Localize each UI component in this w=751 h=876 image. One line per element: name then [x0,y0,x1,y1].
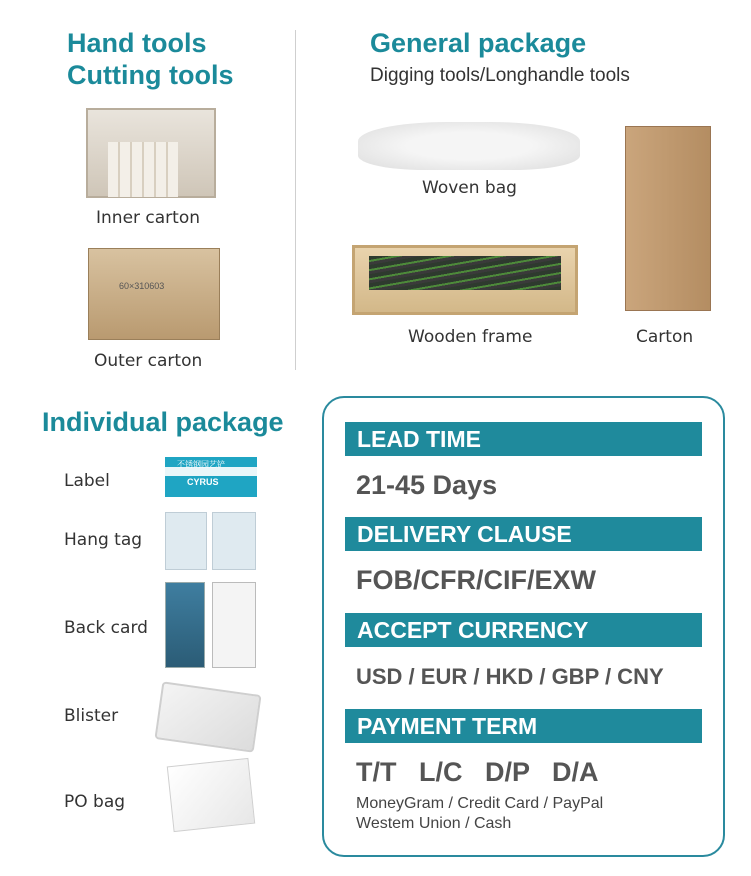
back-card-photo-1 [165,582,205,668]
wooden-frame-caption: Wooden frame [408,327,533,347]
back-card-photo-2 [212,582,256,668]
outer-carton-photo [88,248,220,340]
blister-photo [154,681,261,752]
general-package-subtitle: Digging tools/Longhandle tools [370,65,630,86]
inner-carton-caption: Inner carton [96,208,201,228]
po-bag-caption: PO bag [64,792,126,812]
inner-carton-photo [86,108,216,198]
delivery-clause-value: FOB/CFR/CIF/EXW [356,565,596,595]
back-card-caption: Back card [64,618,148,638]
label-card-photo [165,457,257,497]
tall-carton-photo [625,126,711,311]
label-card-brand: CYRUS [187,477,219,487]
label-card-text: 不锈钢园艺铲 [177,460,225,469]
lead-time-value: 21-45 Days [356,470,498,500]
carton-caption: Carton [636,327,694,347]
payment-term-header: PAYMENT TERM [345,709,702,743]
blister-caption: Blister [64,706,119,726]
accept-currency-value: USD / EUR / HKD / GBP / CNY [356,664,664,689]
delivery-clause-header: DELIVERY CLAUSE [345,517,702,551]
vertical-divider [295,30,296,370]
hang-tag-caption: Hang tag [64,530,143,550]
hang-tag-photo-2 [212,512,256,570]
outer-carton-print: 60×310603 [119,281,165,291]
inner-carton-contents [108,142,178,197]
individual-package-title: Individual package [42,407,284,437]
lead-time-header: LEAD TIME [345,422,702,456]
outer-carton-caption: Outer carton [94,351,203,371]
general-package-title: General package [370,28,587,58]
hand-tools-title [67,27,233,91]
hand-title-line2: Cutting tools [67,60,234,90]
woven-bag-photo [358,122,580,170]
po-bag-photo [167,758,255,832]
payment-methods-line2: Westem Union / Cash [356,815,512,832]
wooden-frame-tools [369,256,561,290]
wooden-frame-photo [352,245,578,315]
payment-term-value: T/T L/C D/P D/A [356,757,599,787]
label-caption: Label [64,471,110,491]
hang-tag-photo-1 [165,512,207,570]
payment-methods-line1: MoneyGram / Credit Card / PayPal [356,795,604,812]
accept-currency-header: ACCEPT CURRENCY [345,613,702,647]
woven-bag-caption: Woven bag [422,178,517,198]
hand-title-line1: Hand tools [67,28,207,58]
